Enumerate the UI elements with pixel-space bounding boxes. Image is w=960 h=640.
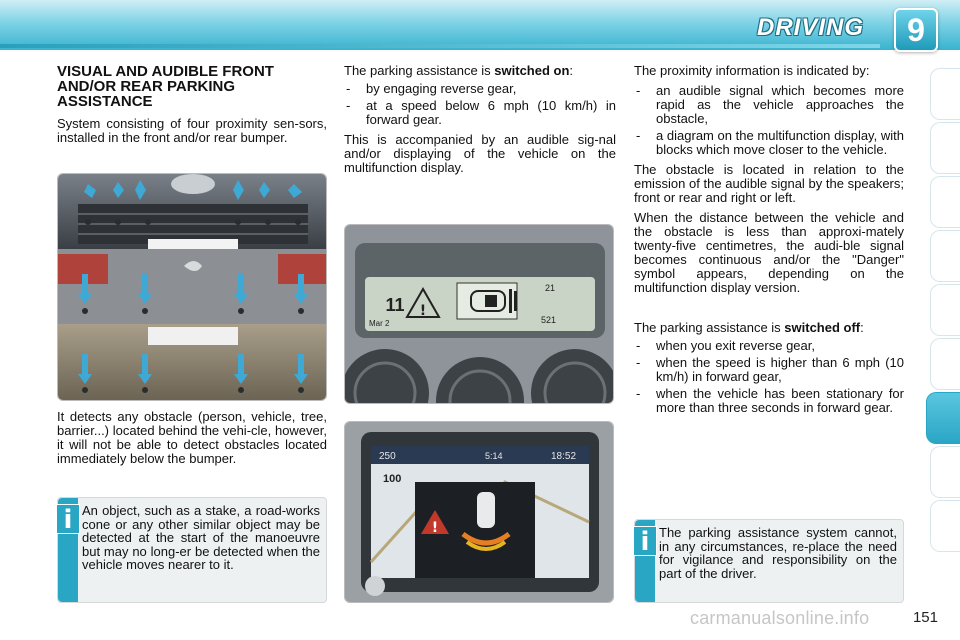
chapter-tab[interactable] bbox=[930, 68, 960, 120]
switched-on-list bbox=[344, 82, 616, 127]
display2-speed: 100 bbox=[383, 473, 402, 485]
left-column bbox=[57, 64, 327, 151]
intro-paragraph: System consisting of four proximity sen-sors, installed in the front and/or rear bumper. bbox=[57, 116, 327, 145]
switched-on-prefix: The parking assistance is bbox=[344, 63, 495, 78]
chapter-tab-active[interactable] bbox=[926, 392, 960, 444]
distance-paragraph: When the distance between the vehicle and the obstacle is less than approxi-mately twenty-five centimetres, the audi-ble signal becomes continuous and/or the "Danger" symbol appears, depending on the multifunction display version. bbox=[634, 210, 904, 295]
page-number: 151 bbox=[912, 609, 938, 626]
info-icon: i bbox=[633, 526, 657, 556]
multifunction-display-photo-2 bbox=[344, 421, 614, 603]
multifunction-display-photo-1 bbox=[344, 224, 614, 404]
display2-time: 18:52 bbox=[551, 451, 577, 462]
display-value-a: 21 bbox=[545, 283, 556, 293]
chapter-tab[interactable] bbox=[930, 176, 960, 228]
list-item: - when the vehicle has been stationary for more than three seconds in forward gear. bbox=[634, 387, 904, 415]
switched-on-bold: switched on bbox=[494, 63, 570, 78]
chapter-tab[interactable] bbox=[930, 284, 960, 336]
chapter-number-badge: 9 bbox=[894, 8, 938, 52]
list-item: - at a speed below 6 mph (10 km/h) in forward gear. bbox=[344, 99, 616, 127]
svg-text:!: ! bbox=[431, 520, 439, 536]
info-box-right bbox=[634, 519, 904, 603]
section-heading: VISUAL AND AUDIBLE FRONT AND/OR REAR PARKING ASSISTANCE bbox=[57, 63, 274, 110]
info-icon: i bbox=[56, 504, 80, 534]
page-title: DRIVING bbox=[756, 14, 864, 41]
display-date: Mar 2 bbox=[369, 319, 390, 328]
display-number: 11 bbox=[385, 295, 405, 315]
list-item: - a diagram on the multifunction display, with blocks which move closer to the vehicle. bbox=[634, 129, 904, 157]
chapter-tab[interactable] bbox=[930, 230, 960, 282]
car-bumper-sensors-photo bbox=[57, 173, 327, 401]
list-item: - when the speed is higher than 6 mph (10 km/h) in forward gear, bbox=[634, 356, 904, 384]
switched-on-suffix: : bbox=[569, 63, 574, 78]
switched-off-bold: switched off bbox=[784, 320, 861, 335]
display2-mid: 5:14 bbox=[485, 451, 503, 461]
list-item: - when you exit reverse gear, bbox=[634, 339, 904, 353]
chapter-tab[interactable] bbox=[930, 338, 960, 390]
info-box-left bbox=[57, 497, 327, 603]
chapter-tab[interactable] bbox=[930, 446, 960, 498]
display-value-b: 521 bbox=[541, 315, 557, 325]
switched-off-list bbox=[634, 339, 904, 415]
accompanied-paragraph: This is accompanied by an audible sig-nal and/or displaying of the vehicle on the multifunction display. bbox=[344, 132, 616, 175]
list-item: - by engaging reverse gear, bbox=[344, 82, 616, 96]
middle-column bbox=[344, 64, 616, 181]
watermark: carmanualsonline.info bbox=[690, 608, 870, 628]
chapter-tabs bbox=[928, 68, 960, 576]
left-column-lower bbox=[57, 410, 327, 472]
chapter-tab[interactable] bbox=[930, 500, 960, 552]
switched-off-prefix: The parking assistance is bbox=[634, 320, 785, 335]
switched-off-line bbox=[634, 321, 904, 335]
proximity-paragraph: The proximity information is indicated by: bbox=[634, 63, 870, 78]
display2-left: 250 bbox=[379, 451, 396, 462]
info-text-right: The parking assistance system cannot, in any circumstances, re-place the need for vigilance and responsibility on the part of the driver. bbox=[659, 525, 897, 581]
detects-paragraph: It detects any obstacle (person, vehicle, tree, barrier...) located behind the vehi-cle, however, it will not be able to detect obstacles located immediately below the bumper. bbox=[57, 409, 327, 466]
list-item: - an audible signal which becomes more rapid as the vehicle approaches the obstacle, bbox=[634, 84, 904, 126]
right-column bbox=[634, 64, 904, 421]
proximity-list bbox=[634, 84, 904, 157]
switched-off-suffix: : bbox=[860, 320, 864, 335]
header-divider bbox=[0, 44, 880, 48]
located-paragraph: The obstacle is located in relation to the emission of the audible signal by the speakers; front or rear and right or left. bbox=[634, 162, 904, 205]
info-text-left: An object, such as a stake, a road-works cone or any other similar object may be detected at the start of the manoeuvre but may no long-er be detected when the vehicle moves nearer to it. bbox=[82, 503, 320, 572]
svg-text:!: ! bbox=[419, 303, 427, 319]
chapter-tab[interactable] bbox=[930, 122, 960, 174]
switched-on-line bbox=[344, 64, 616, 78]
